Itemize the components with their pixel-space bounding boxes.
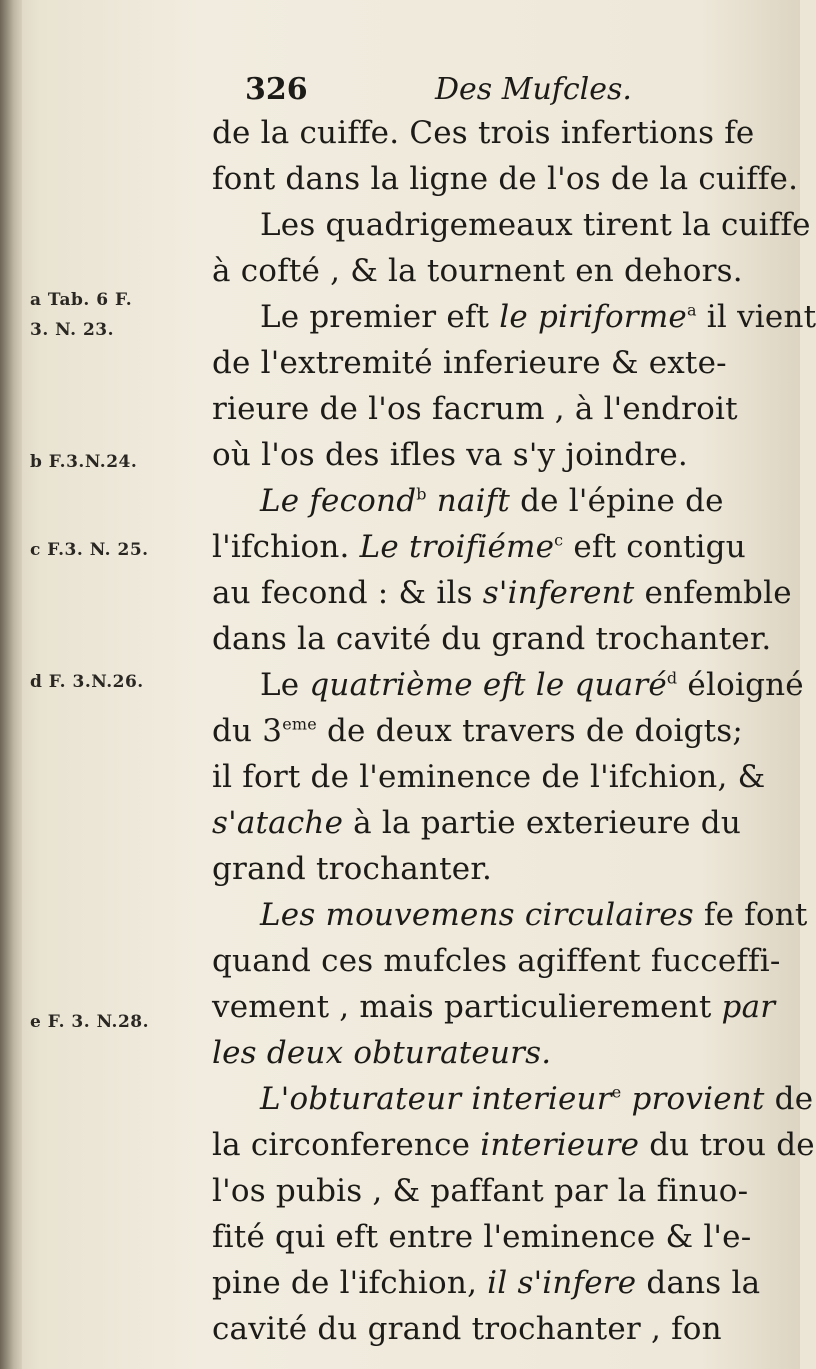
text-line [212, 1214, 772, 1260]
line-text: éloigné [677, 667, 804, 703]
footnote-marker: a [686, 300, 697, 320]
text-line [212, 800, 772, 846]
italic-term: Le troifiéme [359, 529, 555, 565]
text-line [212, 202, 811, 248]
text-line [212, 754, 772, 800]
line-text: dans la [636, 1265, 761, 1301]
line-text: il vient [696, 299, 816, 335]
line-text: grand trochanter. [212, 851, 492, 887]
text-line [212, 708, 772, 754]
margin-note: 3. N. 23. [30, 320, 115, 340]
line-text: dans la cavité du grand trochanter. [212, 621, 772, 657]
margin-note: c F.3. N. 25. [30, 540, 149, 560]
margin-note: a Tab. 6 F. [30, 290, 133, 310]
text-line [212, 892, 808, 938]
text-line [212, 340, 772, 386]
line-text: vement , mais particulierement [212, 989, 722, 1025]
italic-term: s'inferent [482, 575, 635, 611]
text-line [212, 1168, 772, 1214]
line-text: la circonference [212, 1127, 481, 1163]
text-line [212, 110, 772, 156]
italic-term: le piriforme [499, 299, 687, 335]
line-text: de l'extremité inferieure & exte- [212, 345, 727, 381]
margin-note: d F. 3.N.26. [30, 672, 144, 692]
footnote-marker: d [666, 668, 678, 688]
line-text: au fecond : & ils [212, 575, 483, 611]
line-text: enfemble [634, 575, 792, 611]
page-number: 326 [245, 72, 308, 107]
margin-note: b F.3.N.24. [30, 452, 138, 472]
line-text: l'os pubis , & paffant par la finuo- [212, 1173, 749, 1209]
page-gutter [0, 0, 22, 1369]
text-line [212, 662, 804, 708]
line-text: Le [260, 667, 310, 703]
text-line [212, 432, 772, 478]
text-line [212, 386, 772, 432]
text-line [212, 1030, 772, 1076]
line-text: Le premier eft [260, 299, 500, 335]
line-text: l'ifchion. [212, 529, 360, 565]
italic-term: interieure [480, 1127, 640, 1163]
text-line [212, 938, 781, 984]
footnote-marker: c [554, 530, 564, 550]
running-title: Des Mufcles. [435, 72, 632, 107]
line-text: du trou de [639, 1127, 815, 1163]
line-text: pine de l'ifchion, [212, 1265, 488, 1301]
text-line [212, 1076, 814, 1122]
line-text: fité qui eft entre l'eminence & l'e- [212, 1219, 752, 1255]
italic-term: Le fecond [260, 483, 417, 519]
text-line [212, 1122, 815, 1168]
line-text: font dans la ligne de l'os de la cuiffe. [212, 161, 799, 197]
body-text [212, 110, 816, 1352]
italic-term: il s'infere [487, 1265, 637, 1301]
italic-term: quatrième eft le quaré [309, 667, 667, 703]
margin-note: e F. 3. N.28. [30, 1012, 150, 1032]
line-text: à cofté , & la tournent en dehors. [212, 253, 743, 289]
line-text: eft contigu [563, 529, 746, 565]
line-text: rieure de l'os facrum , à l'endroit [212, 391, 738, 427]
italic-term: Les mouvemens circulaires [260, 897, 694, 933]
italic-term: s'atache [212, 805, 344, 841]
text-line [212, 616, 772, 662]
text-line [212, 984, 776, 1030]
line-text: quand ces mufcles agiffent fucceffi- [212, 943, 781, 979]
line-text: de deux travers de doigts; [316, 713, 744, 749]
italic-term: par [721, 989, 776, 1025]
italic-term: les deux obturateurs. [212, 1035, 552, 1071]
text-line [212, 1306, 772, 1352]
text-line [212, 248, 772, 294]
line-text: de l'épine de [510, 483, 724, 519]
line-text: il fort de l'eminence de l'ifchion, & [212, 759, 766, 795]
text-line [212, 570, 792, 616]
footnote-marker: e [611, 1082, 622, 1102]
line-text: cavité du grand trochanter , fon [212, 1311, 722, 1347]
text-line [212, 294, 816, 340]
line-text: Les quadrigemeaux tirent la cuiffe [260, 207, 811, 243]
footnote-marker: eme [282, 714, 317, 734]
text-line [212, 156, 799, 202]
footnote-marker: b [416, 484, 427, 504]
line-text: de [764, 1081, 814, 1117]
text-line [212, 1260, 772, 1306]
text-line [212, 524, 772, 570]
line-text: à la partie exterieure du [343, 805, 741, 841]
text-line [212, 478, 772, 524]
italic-term: provient [631, 1081, 765, 1117]
italic-term: L'obturateur interieur [260, 1081, 612, 1117]
text-line [212, 846, 772, 892]
running-head [245, 72, 765, 107]
line-text: fe font [693, 897, 808, 933]
line-text: du 3 [212, 713, 283, 749]
line-text: où l'os des ifles va s'y joindre. [212, 437, 688, 473]
italic-term: naift [436, 483, 511, 519]
line-text: de la cuiffe. Ces trois infertions fe [212, 115, 755, 151]
